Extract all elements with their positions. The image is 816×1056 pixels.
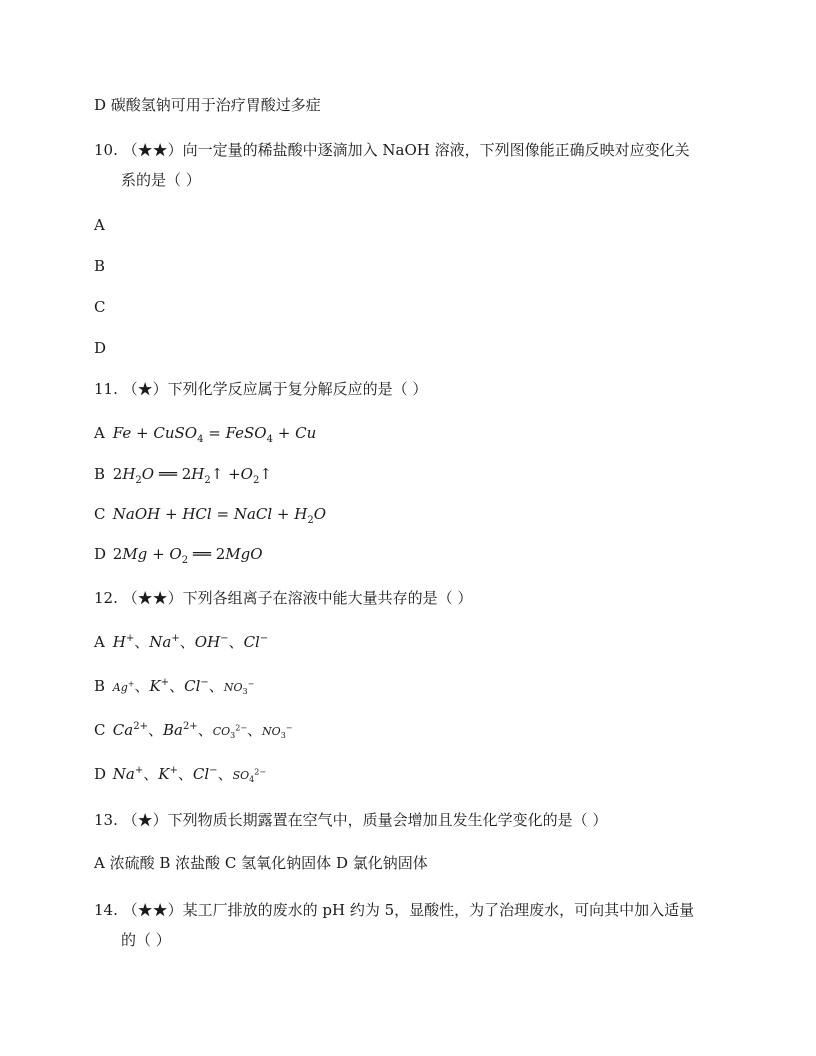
ion-list-b: Ag+、K+、Cl−、$NO_3^-$ — [112, 677, 255, 697]
q10-option-a: A — [94, 216, 105, 234]
q10-option-b: B — [94, 257, 106, 275]
equation-b: $2H_2O$ ══ $2H_2↑$ $+O_2↑$ — [112, 465, 272, 486]
q13-stem: 13. （★）下列物质长期露置在空气中，质量会增加且发生化学变化的是（ ） — [94, 811, 608, 829]
q12-option-a — [94, 632, 268, 652]
q10-option-c: C — [94, 298, 106, 316]
option-letter: B — [94, 465, 106, 483]
option-letter: D — [94, 545, 107, 563]
q12-option-d — [94, 764, 266, 786]
q9-option-d: D 碳酸氢钠可用于治疗胃酸过多症 — [94, 96, 321, 114]
q14-stem-line2: 的（ ） — [121, 931, 171, 949]
option-letter: B — [94, 677, 106, 695]
q13-options: A 浓硫酸 B 浓盐酸 C 氢氧化钠固体 D 氯化钠固体 — [94, 854, 428, 872]
ion-list-d: Na+、K+、Cl−、$SO_4^{2-}$ — [112, 765, 267, 785]
option-letter: D — [94, 765, 107, 783]
q11-option-b — [94, 464, 272, 484]
q10-stem-line1: 10. （★★）向一定量的稀盐酸中逐滴加入 NaOH 溶液，下列图像能正确反映对应变化关 — [94, 141, 690, 159]
q12-option-c — [94, 720, 293, 742]
equation-c: NaOH + HCl = NaCl + $H_2O$ — [112, 505, 327, 526]
q11-option-a — [94, 423, 316, 443]
q11-option-d — [94, 544, 263, 564]
q11-option-c — [94, 504, 326, 524]
q14-stem-line1: 14. （★★）某工厂排放的废水的 pH 约为 5，显酸性，为了治理废水，可向其中加入适量 — [94, 901, 695, 919]
ion-list-a: H+、Na+、OH−、Cl− — [112, 633, 269, 651]
q11-stem: 11. （★）下列化学反应属于复分解反应的是（ ） — [94, 380, 428, 398]
equation-a: Fe + CuSO$_4$ = FeSO$_4$ + Cu — [112, 424, 317, 445]
q10-stem-line2: 系的是（ ） — [121, 171, 201, 189]
equation-d: $2Mg + O_2$ ══ 2MgO — [112, 545, 263, 566]
q10-option-d: D — [94, 339, 107, 357]
q12-option-b — [94, 676, 254, 698]
ion-list-c: $Ca^{2+}$、$Ba^{2+}$、$CO_3^{2-}$、$NO_3^-$ — [112, 721, 293, 741]
option-letter: A — [94, 633, 105, 651]
q12-stem: 12. （★★）下列各组离子在溶液中能大量共存的是（ ） — [94, 589, 473, 607]
option-letter: C — [94, 721, 106, 739]
option-letter: C — [94, 505, 106, 523]
option-letter: A — [94, 424, 105, 442]
